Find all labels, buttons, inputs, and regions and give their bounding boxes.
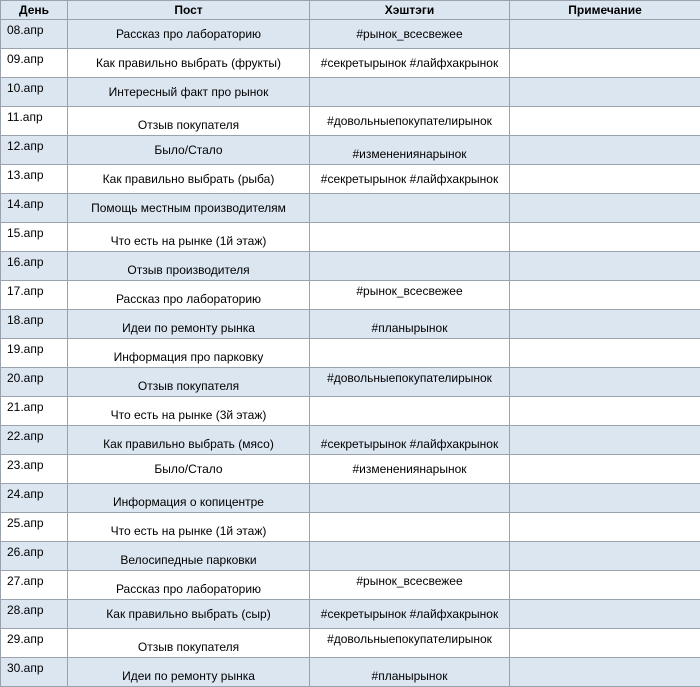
cell-hashtags-text bbox=[310, 223, 509, 251]
cell-post[interactable] bbox=[68, 310, 310, 339]
cell-post[interactable] bbox=[68, 484, 310, 513]
cell-note[interactable] bbox=[510, 194, 700, 223]
cell-day-text: 30.апр bbox=[1, 658, 67, 686]
cell-day[interactable] bbox=[1, 484, 68, 513]
cell-hashtags-text: #секретырынок #лайфхакрынок bbox=[310, 600, 509, 628]
table-row bbox=[1, 368, 700, 397]
table-row bbox=[1, 397, 700, 426]
cell-day-text: 28.апр bbox=[1, 600, 67, 628]
cell-note[interactable] bbox=[510, 658, 700, 687]
cell-hashtags[interactable] bbox=[310, 252, 510, 281]
header-note[interactable]: Примечание bbox=[510, 1, 700, 20]
cell-day-text: 19.апр bbox=[1, 339, 67, 367]
cell-hashtags-text: #довольныепокупателирынок bbox=[310, 107, 509, 135]
cell-day-text: 17.апр bbox=[1, 281, 67, 309]
table-row bbox=[1, 339, 700, 368]
cell-post-text: Отзыв производителя bbox=[68, 252, 309, 280]
cell-day[interactable] bbox=[1, 629, 68, 658]
cell-note[interactable] bbox=[510, 513, 700, 542]
cell-post-text: Помощь местным производителям bbox=[68, 194, 309, 222]
cell-day-text: 08.апр bbox=[1, 20, 67, 48]
cell-hashtags[interactable] bbox=[310, 223, 510, 252]
cell-note-text bbox=[510, 136, 700, 164]
cell-day[interactable] bbox=[1, 49, 68, 78]
cell-post[interactable] bbox=[68, 49, 310, 78]
cell-post-text: Рассказ про лабораторию bbox=[68, 571, 309, 599]
cell-day[interactable] bbox=[1, 513, 68, 542]
cell-post-text: Что есть на рынке (1й этаж) bbox=[68, 513, 309, 541]
cell-day-text: 15.апр bbox=[1, 223, 67, 251]
cell-post-text: Как правильно выбрать (мясо) bbox=[68, 426, 309, 454]
cell-post[interactable] bbox=[68, 513, 310, 542]
cell-note[interactable] bbox=[510, 49, 700, 78]
cell-post[interactable] bbox=[68, 368, 310, 397]
cell-note-text bbox=[510, 194, 700, 222]
table-row bbox=[1, 252, 700, 281]
cell-hashtags-text bbox=[310, 339, 509, 367]
cell-hashtags-text: #секретырынок #лайфхакрынок bbox=[310, 165, 509, 193]
cell-day[interactable] bbox=[1, 136, 68, 165]
cell-note[interactable] bbox=[510, 165, 700, 194]
cell-day-text: 18.апр bbox=[1, 310, 67, 338]
cell-hashtags[interactable] bbox=[310, 368, 510, 397]
cell-post[interactable] bbox=[68, 571, 310, 600]
cell-post-text: Как правильно выбрать (сыр) bbox=[68, 600, 309, 628]
cell-post-text: Информация о копицентре bbox=[68, 484, 309, 512]
cell-hashtags-text: #изменениянарынок bbox=[310, 455, 509, 483]
cell-note-text bbox=[510, 223, 700, 251]
cell-day-text: 16.апр bbox=[1, 252, 67, 280]
cell-note-text bbox=[510, 78, 700, 106]
cell-day[interactable] bbox=[1, 397, 68, 426]
cell-note-text bbox=[510, 513, 700, 541]
cell-day-text: 24.апр bbox=[1, 484, 67, 512]
cell-day[interactable] bbox=[1, 368, 68, 397]
cell-hashtags-text bbox=[310, 194, 509, 222]
cell-hashtags[interactable] bbox=[310, 136, 510, 165]
cell-day[interactable] bbox=[1, 20, 68, 49]
table-row bbox=[1, 426, 700, 455]
cell-hashtags[interactable] bbox=[310, 281, 510, 310]
cell-day-text: 22.апр bbox=[1, 426, 67, 454]
cell-post-text: Отзыв покупателя bbox=[68, 107, 309, 135]
table-row bbox=[1, 658, 700, 687]
cell-hashtags[interactable] bbox=[310, 513, 510, 542]
cell-hashtags[interactable] bbox=[310, 455, 510, 484]
cell-day-text: 12.апр bbox=[1, 136, 67, 164]
table-row bbox=[1, 223, 700, 252]
cell-note-text bbox=[510, 20, 700, 48]
cell-post[interactable] bbox=[68, 397, 310, 426]
cell-day-text: 26.апр bbox=[1, 542, 67, 570]
cell-hashtags-text: #довольныепокупателирынок bbox=[310, 368, 509, 396]
table-row bbox=[1, 107, 700, 136]
cell-note-text bbox=[510, 165, 700, 193]
cell-note-text bbox=[510, 542, 700, 570]
cell-day-text: 20.апр bbox=[1, 368, 67, 396]
cell-note[interactable] bbox=[510, 281, 700, 310]
cell-hashtags[interactable] bbox=[310, 49, 510, 78]
cell-post-text: Было/Стало bbox=[68, 455, 309, 483]
cell-note-text bbox=[510, 426, 700, 454]
cell-day-text: 14.апр bbox=[1, 194, 67, 222]
cell-hashtags-text: #планырынок bbox=[310, 658, 509, 686]
cell-day-text: 21.апр bbox=[1, 397, 67, 425]
table-row bbox=[1, 194, 700, 223]
cell-note[interactable] bbox=[510, 223, 700, 252]
cell-note[interactable] bbox=[510, 107, 700, 136]
cell-post-text: Как правильно выбрать (фрукты) bbox=[68, 49, 309, 77]
cell-hashtags[interactable] bbox=[310, 542, 510, 571]
table-row bbox=[1, 600, 700, 629]
cell-post-text: Идеи по ремонту рынка bbox=[68, 310, 309, 338]
cell-post[interactable] bbox=[68, 252, 310, 281]
cell-post-text: Информация про парковку bbox=[68, 339, 309, 367]
table-row bbox=[1, 49, 700, 78]
cell-day[interactable] bbox=[1, 542, 68, 571]
cell-day[interactable] bbox=[1, 455, 68, 484]
cell-post[interactable] bbox=[68, 658, 310, 687]
cell-post[interactable] bbox=[68, 194, 310, 223]
cell-day[interactable] bbox=[1, 658, 68, 687]
table-row bbox=[1, 571, 700, 600]
cell-hashtags-text: #рынок_всесвежее bbox=[310, 281, 509, 309]
cell-post[interactable] bbox=[68, 339, 310, 368]
cell-hashtags-text bbox=[310, 252, 509, 280]
cell-post-text: Идеи по ремонту рынка bbox=[68, 658, 309, 686]
cell-hashtags[interactable] bbox=[310, 20, 510, 49]
cell-hashtags-text bbox=[310, 397, 509, 425]
header-row bbox=[1, 1, 700, 20]
table-row bbox=[1, 310, 700, 339]
cell-note-text bbox=[510, 252, 700, 280]
cell-hashtags-text: #планырынок bbox=[310, 310, 509, 338]
cell-note[interactable] bbox=[510, 600, 700, 629]
cell-hashtags[interactable] bbox=[310, 194, 510, 223]
cell-note[interactable] bbox=[510, 252, 700, 281]
cell-post[interactable] bbox=[68, 426, 310, 455]
cell-hashtags[interactable] bbox=[310, 426, 510, 455]
cell-post-text: Было/Стало bbox=[68, 136, 309, 164]
cell-post[interactable] bbox=[68, 107, 310, 136]
cell-note-text bbox=[510, 368, 700, 396]
header-post[interactable]: Пост bbox=[68, 1, 310, 20]
cell-day[interactable] bbox=[1, 78, 68, 107]
cell-day[interactable] bbox=[1, 194, 68, 223]
cell-day[interactable] bbox=[1, 252, 68, 281]
cell-note-text bbox=[510, 310, 700, 338]
cell-hashtags-text bbox=[310, 542, 509, 570]
table-row bbox=[1, 484, 700, 513]
cell-note-text bbox=[510, 600, 700, 628]
cell-hashtags[interactable] bbox=[310, 484, 510, 513]
cell-note-text bbox=[510, 107, 700, 135]
cell-post[interactable] bbox=[68, 223, 310, 252]
cell-day-text: 10.апр bbox=[1, 78, 67, 106]
cell-day[interactable] bbox=[1, 107, 68, 136]
table-row bbox=[1, 165, 700, 194]
cell-note-text bbox=[510, 397, 700, 425]
cell-hashtags-text: #довольныепокупателирынок bbox=[310, 629, 509, 657]
cell-note-text bbox=[510, 455, 700, 483]
cell-day[interactable] bbox=[1, 310, 68, 339]
cell-note-text bbox=[510, 484, 700, 512]
table-header bbox=[1, 1, 700, 20]
cell-day-text: 27.апр bbox=[1, 571, 67, 599]
cell-note-text bbox=[510, 629, 700, 657]
cell-hashtags[interactable] bbox=[310, 571, 510, 600]
cell-hashtags-text: #изменениянарынок bbox=[310, 136, 509, 164]
table-row bbox=[1, 281, 700, 310]
cell-hashtags-text: #секретырынок #лайфхакрынок bbox=[310, 426, 509, 454]
table-row bbox=[1, 455, 700, 484]
cell-hashtags-text bbox=[310, 484, 509, 512]
cell-day-text: 25.апр bbox=[1, 513, 67, 541]
cell-note[interactable] bbox=[510, 397, 700, 426]
cell-post[interactable] bbox=[68, 165, 310, 194]
cell-note[interactable] bbox=[510, 629, 700, 658]
cell-note[interactable] bbox=[510, 571, 700, 600]
cell-hashtags-text: #секретырынок #лайфхакрынок bbox=[310, 49, 509, 77]
cell-day-text: 13.апр bbox=[1, 165, 67, 193]
table-row bbox=[1, 20, 700, 49]
cell-post[interactable] bbox=[68, 600, 310, 629]
cell-hashtags[interactable] bbox=[310, 339, 510, 368]
cell-hashtags[interactable] bbox=[310, 107, 510, 136]
cell-day-text: 23.апр bbox=[1, 455, 67, 483]
cell-post-text: Велосипедные парковки bbox=[68, 542, 309, 570]
cell-note-text bbox=[510, 571, 700, 599]
cell-note[interactable] bbox=[510, 426, 700, 455]
cell-post[interactable] bbox=[68, 20, 310, 49]
cell-post-text: Что есть на рынке (1й этаж) bbox=[68, 223, 309, 251]
cell-day[interactable] bbox=[1, 281, 68, 310]
cell-hashtags[interactable] bbox=[310, 629, 510, 658]
cell-day-text: 29.апр bbox=[1, 629, 67, 657]
header-hashtags[interactable]: Хэштэги bbox=[310, 1, 510, 20]
table-row bbox=[1, 629, 700, 658]
cell-hashtags-text: #рынок_всесвежее bbox=[310, 20, 509, 48]
cell-note[interactable] bbox=[510, 310, 700, 339]
table-row bbox=[1, 78, 700, 107]
cell-note[interactable] bbox=[510, 20, 700, 49]
cell-note-text bbox=[510, 49, 700, 77]
cell-note[interactable] bbox=[510, 484, 700, 513]
cell-post-text: Рассказ про лабораторию bbox=[68, 281, 309, 309]
cell-day-text: 11.апр bbox=[1, 107, 67, 135]
cell-post-text: Отзыв покупателя bbox=[68, 629, 309, 657]
table-body bbox=[1, 20, 700, 687]
cell-note[interactable] bbox=[510, 136, 700, 165]
cell-note[interactable] bbox=[510, 339, 700, 368]
cell-post[interactable] bbox=[68, 455, 310, 484]
cell-day[interactable] bbox=[1, 571, 68, 600]
cell-post-text: Рассказ про лабораторию bbox=[68, 20, 309, 48]
cell-post[interactable] bbox=[68, 542, 310, 571]
cell-note[interactable] bbox=[510, 78, 700, 107]
cell-post[interactable] bbox=[68, 281, 310, 310]
cell-post-text: Интересный факт про рынок bbox=[68, 78, 309, 106]
table-row bbox=[1, 513, 700, 542]
cell-day-text: 09.апр bbox=[1, 49, 67, 77]
cell-note[interactable] bbox=[510, 455, 700, 484]
cell-post[interactable] bbox=[68, 78, 310, 107]
cell-note-text bbox=[510, 339, 700, 367]
cell-day[interactable] bbox=[1, 600, 68, 629]
cell-hashtags[interactable] bbox=[310, 600, 510, 629]
cell-hashtags[interactable] bbox=[310, 658, 510, 687]
table-row bbox=[1, 136, 700, 165]
cell-note[interactable] bbox=[510, 542, 700, 571]
cell-hashtags[interactable] bbox=[310, 165, 510, 194]
cell-post-text: Что есть на рынке (3й этаж) bbox=[68, 397, 309, 425]
cell-day[interactable] bbox=[1, 223, 68, 252]
cell-note[interactable] bbox=[510, 368, 700, 397]
cell-hashtags-text bbox=[310, 78, 509, 106]
cell-post[interactable] bbox=[68, 629, 310, 658]
cell-day[interactable] bbox=[1, 339, 68, 368]
cell-post-text: Как правильно выбрать (рыба) bbox=[68, 165, 309, 193]
header-day[interactable]: День bbox=[1, 1, 68, 20]
cell-post[interactable] bbox=[68, 136, 310, 165]
table-row bbox=[1, 542, 700, 571]
cell-hashtags[interactable] bbox=[310, 310, 510, 339]
cell-hashtags[interactable] bbox=[310, 78, 510, 107]
cell-day[interactable] bbox=[1, 165, 68, 194]
cell-hashtags-text: #рынок_всесвежее bbox=[310, 571, 509, 599]
cell-day[interactable] bbox=[1, 426, 68, 455]
cell-post-text: Отзыв покупателя bbox=[68, 368, 309, 396]
cell-note-text bbox=[510, 658, 700, 686]
cell-note-text bbox=[510, 281, 700, 309]
cell-hashtags-text bbox=[310, 513, 509, 541]
cell-hashtags[interactable] bbox=[310, 397, 510, 426]
